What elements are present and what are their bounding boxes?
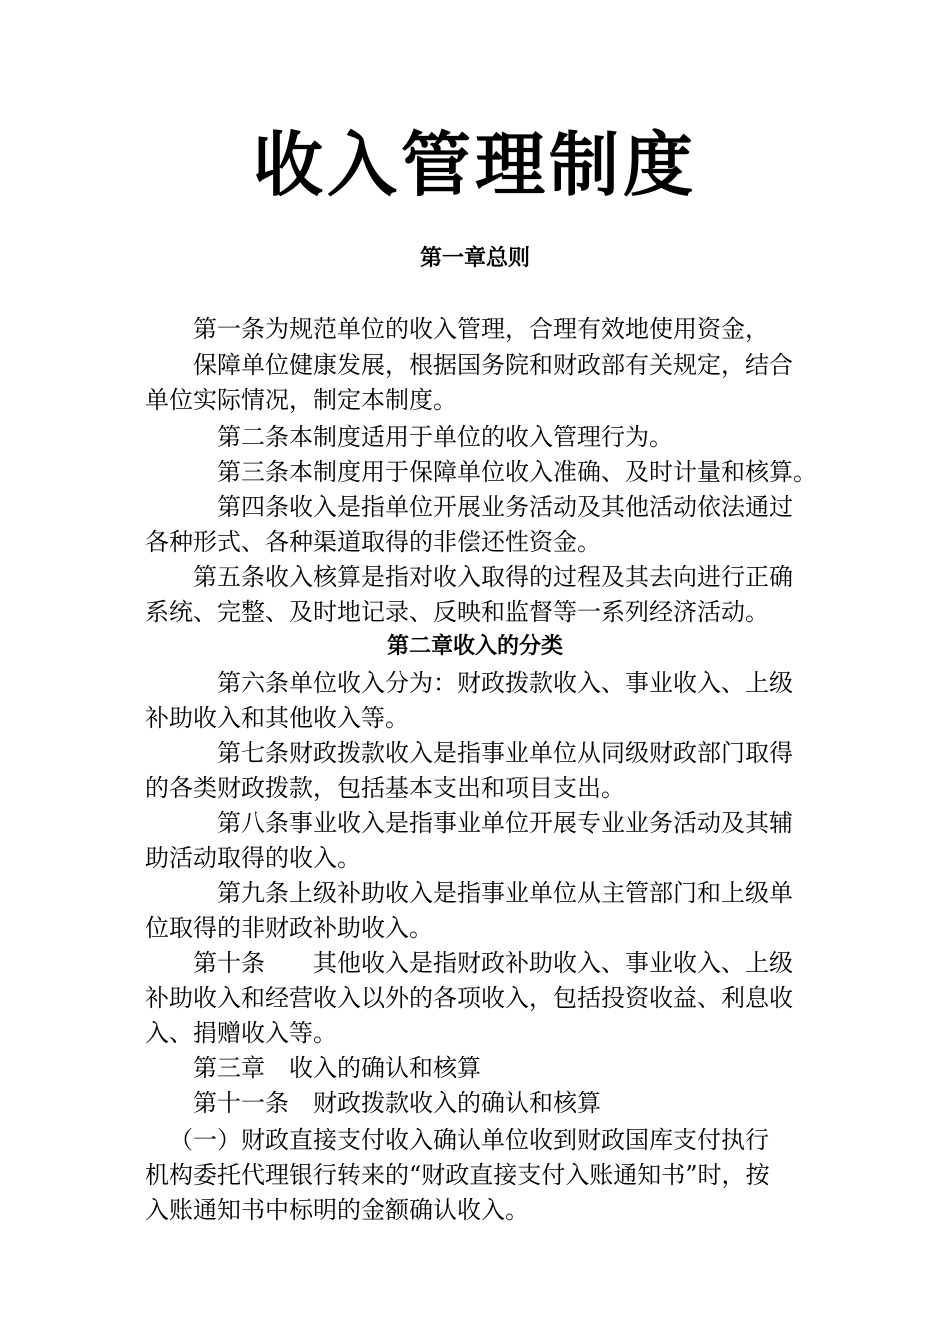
chapter-2-heading: 第二章收入的分类 [386, 634, 563, 659]
paragraph-line: 机构委托代理银行转来的“财政直接支付入账通知书”时，按 [145, 1161, 770, 1189]
paragraph-line: 第九条上级补助收入是指事业单位从主管部门和上级单 [217, 879, 793, 907]
paragraph-line: 补助收入和其他收入等。 [145, 704, 409, 732]
paragraph-line: 入、捐赠收入等。 [145, 1019, 337, 1047]
document-title: 收入管理制度 [253, 124, 697, 206]
paragraph-line: 第三条本制度用于保障单位收入准确、及时计量和核算。 [217, 458, 817, 486]
paragraph-line: 第十条 其他收入是指财政补助收入、事业收入、上级 [193, 949, 793, 977]
paragraph-line: （一）财政直接支付收入确认单位收到财政国库支付执行 [169, 1126, 769, 1154]
paragraph-line: 第五条收入核算是指对收入取得的过程及其去向进行正确 [193, 563, 793, 591]
paragraph-line: 第十一条 财政拨款收入的确认和核算 [193, 1089, 601, 1117]
paragraph-line: 第三章 收入的确认和核算 [193, 1054, 481, 1082]
paragraph-line: 各种形式、各种渠道取得的非偿还性资金。 [145, 528, 601, 556]
paragraph-line: 第四条收入是指单位开展业务活动及其他活动依法通过 [217, 493, 793, 521]
paragraph-line: 补助收入和经营收入以外的各项收入，包括投资收益、利息收 [145, 984, 793, 1012]
paragraph-line: 第七条财政拨款收入是指事业单位从同级财政部门取得 [217, 739, 793, 767]
paragraph-line: 的各类财政拨款，包括基本支出和项目支出。 [145, 774, 625, 802]
paragraph-line: 第二条本制度适用于单位的收入管理行为。 [217, 423, 673, 451]
paragraph-line: 入账通知书中标明的金额确认收入。 [145, 1196, 529, 1224]
paragraph-line: 系统、完整、及时地记录、反映和监督等一系列经济活动。 [145, 598, 769, 626]
paragraph-line: 第八条事业收入是指事业单位开展专业业务活动及其辅 [217, 809, 793, 837]
paragraph-line: 保障单位健康发展，根据国务院和财政部有关规定，结合 [193, 351, 793, 379]
chapter-1-heading: 第一章总则 [419, 246, 530, 271]
paragraph-line: 第六条单位收入分为：财政拨款收入、事业收入、上级 [217, 669, 793, 697]
paragraph-line: 单位实际情况，制定本制度。 [145, 386, 457, 414]
paragraph-line: 第一条为规范单位的收入管理，合理有效地使用资金， [193, 315, 769, 343]
paragraph-line: 位取得的非财政补助收入。 [145, 914, 433, 942]
paragraph-line: 助活动取得的收入。 [145, 844, 361, 872]
